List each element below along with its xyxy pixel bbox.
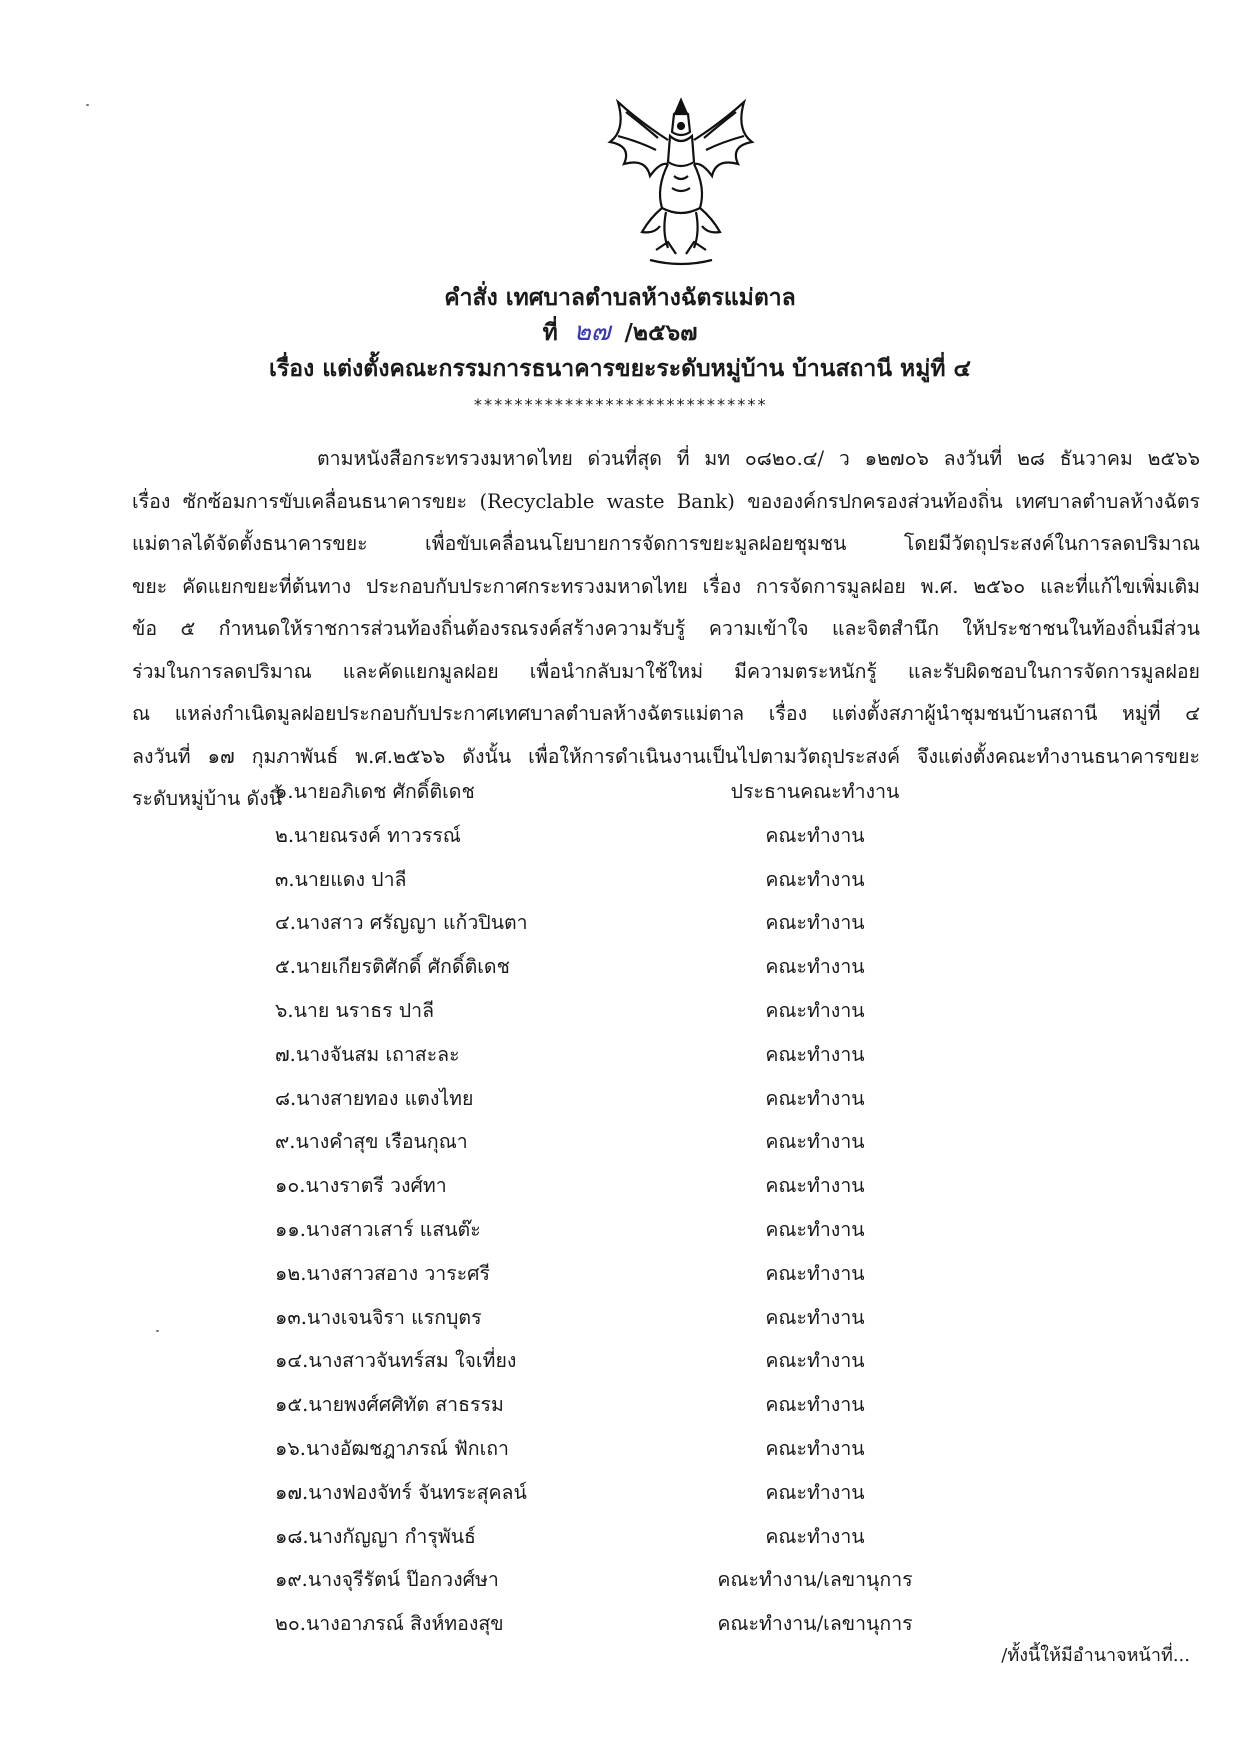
body-paragraph <box>132 438 1200 821</box>
member-name: ๓.นายแดง ปาลี <box>275 867 407 891</box>
member-row <box>275 1077 975 1121</box>
scan-speck <box>86 104 89 106</box>
continuation-note: /ทั้งนี้ให้มีอำนาจหน้าที่... <box>1001 1645 1190 1666</box>
member-role: คณะทำงาน/เลขานุการ <box>717 1612 913 1636</box>
member-row <box>275 1033 975 1077</box>
order-number-suffix: /๒๕๖๗ <box>624 319 698 346</box>
member-role: คณะทำงาน <box>765 1261 865 1285</box>
member-role: คณะทำงาน <box>765 1042 865 1066</box>
member-role: คณะทำงาน <box>765 1130 865 1154</box>
member-name: ๗.นางจันสม เถาสะละ <box>275 1042 460 1066</box>
member-row <box>275 1296 975 1340</box>
member-row <box>275 1602 975 1646</box>
body-line: ขยะ คัดแยกขยะที่ต้นทาง ประกอบกับประกาศกระทรวงมหาดไทย เรื่อง การจัดการมูลฝอย พ.ศ. ๒๕๖๐ และที่แก้ไขเพิ่มเติม <box>132 574 1200 598</box>
member-role: คณะทำงาน <box>765 1349 865 1373</box>
body-line: ตามหนังสือกระทรวงมหาดไทย ด่วนที่สุด ที่ มท ๐๘๒๐.๔/ ว ๑๒๗๐๖ ลงวันที่ ๒๘ ธันวาคม ๒๕๖๖ <box>317 447 1200 470</box>
member-row <box>275 770 975 814</box>
divider-asterisks: ***************************** <box>473 395 767 414</box>
body-line: ระดับหมู่บ้าน ดังนี้ <box>132 787 283 810</box>
member-role: ประธานคณะทำงาน <box>730 780 900 803</box>
body-line: ข้อ ๕ กำหนดให้ราชการส่วนท้องถิ่นต้องรณรงค์สร้างความรับรู้ ความเข้าใจ และจิตสำนึก ให้ประชาชนในท้องถิ่นมีส่วน <box>132 617 1200 640</box>
order-title: คำสั่ง เทศบาลตำบลห้างฉัตรแม่ตาล <box>444 284 796 311</box>
member-row <box>275 945 975 989</box>
member-name: ๘.นางสายทอง แตงไทย <box>275 1086 474 1110</box>
order-number <box>0 317 1240 348</box>
member-role: คณะทำงาน <box>765 1393 865 1417</box>
member-name: ๑๐.นางราตรี วงศ์ทา <box>275 1174 447 1198</box>
member-row <box>275 1515 975 1559</box>
body-line: ณ แหล่งกำเนิดมูลฝอยประกอบกับประกาศเทศบาลตำบลห้างฉัตรแม่ตาล เรื่อง แต่งตั้งสภาผู้นำชุมชนบ้านสถานี หมู่ที่ ๔ <box>132 702 1200 725</box>
member-name: ๑๖.นางอัฒชฎาภรณ์ ฟักเถา <box>275 1436 510 1460</box>
body-line: เรื่อง ซักซ้อมการขับเคลื่อนธนาคารขยะ (Recyclable waste Bank) ขององค์กรปกครองส่วนท้องถิ่น เทศบาลตำบลห้างฉัตร <box>132 489 1200 513</box>
member-name: ๑.นายอภิเดช ศักดิ์ติเดช <box>275 780 475 803</box>
body-line: แม่ตาลได้จัดตั้งธนาคารขยะ เพื่อขับเคลื่อนนโยบายการจัดการขยะมูลฝอยชุมชน โดยมีวัตถุประสงค์ในการลดปริมาณ <box>132 532 1200 555</box>
member-row <box>275 814 975 858</box>
member-name: ๑๓.นางเจนจิรา แรกบุตร <box>275 1305 482 1329</box>
member-name: ๕.นายเกียรติศักดิ์ ศักดิ์ติเดช <box>275 955 510 979</box>
order-number-handwritten: ๒๗ <box>573 317 611 347</box>
member-row <box>275 989 975 1033</box>
garuda-emblem-icon <box>596 92 766 270</box>
member-name: ๑๒.นางสาวสอาง วาระศรี <box>275 1261 491 1285</box>
member-name: ๑๗.นางฟองจัทร์ จันทระสุคลน์ <box>275 1480 527 1504</box>
member-role: คณะทำงาน <box>765 955 865 979</box>
member-role: คณะทำงาน <box>765 1086 865 1110</box>
scan-speck <box>156 1330 159 1332</box>
member-name: ๖.นาย นราธร ปาลี <box>275 998 435 1022</box>
member-row <box>275 1427 975 1471</box>
member-row <box>275 1120 975 1164</box>
member-row <box>275 858 975 902</box>
member-row <box>275 1339 975 1383</box>
member-role: คณะทำงาน <box>765 1174 865 1198</box>
member-row <box>275 1208 975 1252</box>
member-row <box>275 1164 975 1208</box>
member-row <box>275 901 975 945</box>
member-role: คณะทำงาน <box>765 1305 865 1329</box>
member-name: ๑๘.นางกัญญา กำรุพันธ์ <box>275 1524 476 1548</box>
member-row <box>275 1471 975 1515</box>
member-row <box>275 1383 975 1427</box>
member-role: คณะทำงาน <box>765 1480 865 1504</box>
order-subject: เรื่อง แต่งตั้งคณะกรรมการธนาคารขยะระดับหมู่บ้าน บ้านสถานี หมู่ที่ ๔ <box>269 355 971 382</box>
member-role: คณะทำงาน <box>765 1436 865 1460</box>
member-role: คณะทำงาน <box>765 1217 865 1241</box>
member-role: คณะทำงาน <box>765 998 865 1022</box>
member-role: คณะทำงาน/เลขานุการ <box>717 1568 913 1592</box>
member-name: ๙.นางคำสุข เรือนกุณา <box>275 1130 468 1154</box>
member-name: ๒.นายณรงค์ ทาวรรณ์ <box>275 823 461 847</box>
member-role: คณะทำงาน <box>765 823 865 847</box>
member-name: ๒๐.นางอาภรณ์ สิงห์ทองสุข <box>275 1612 504 1636</box>
member-name: ๑๕.นายพงศ์ศศิทัต สาธรรม <box>275 1393 504 1417</box>
member-list <box>275 770 975 1646</box>
body-line: ลงวันที่ ๑๗ กุมภาพันธ์ พ.ศ.๒๕๖๖ ดังนั้น เพื่อให้การดำเนินงานเป็นไปตามวัตถุประสงค์ จึงแต่งตั้งคณะทำงานธนาคารขยะ <box>132 744 1200 768</box>
member-role: คณะทำงาน <box>765 867 865 891</box>
member-name: ๑๙.นางจุรีรัตน์ ป๊อกวงศ์ษา <box>275 1568 499 1592</box>
member-name: ๔.นางสาว ศรัญญา แก้วปินตา <box>275 911 528 935</box>
order-number-prefix: ที่ <box>542 319 558 346</box>
member-role: คณะทำงาน <box>765 911 865 935</box>
member-name: ๑๑.นางสาวเสาร์ แสนต๊ะ <box>275 1217 481 1241</box>
member-row <box>275 1558 975 1602</box>
member-role: คณะทำงาน <box>765 1524 865 1548</box>
member-row <box>275 1252 975 1296</box>
member-name: ๑๔.นางสาวจันทร์สม ใจเที่ยง <box>275 1349 517 1373</box>
body-line: ร่วมในการลดปริมาณ และคัดแยกมูลฝอย เพื่อนำกลับมาใช้ใหม่ มีความตระหนักรู้ และรับผิดชอบในการจัดการมูลฝอย <box>132 659 1200 683</box>
